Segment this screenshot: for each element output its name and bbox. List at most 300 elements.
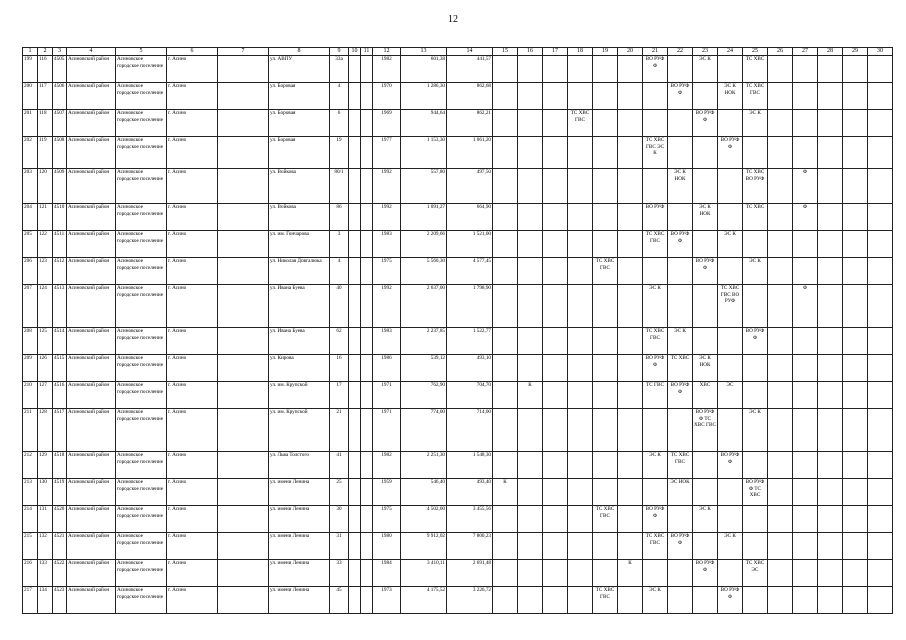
table-cell	[218, 285, 269, 328]
table-cell: 4507	[53, 110, 67, 137]
table-cell: г. Асино	[167, 452, 218, 479]
table-cell	[718, 560, 743, 587]
table-cell	[543, 83, 568, 110]
table-cell: г. Асино	[167, 285, 218, 328]
table-cell: 4506	[53, 83, 67, 110]
table-cell: г. Асино	[167, 204, 218, 231]
table-row	[23, 110, 893, 137]
table-cell: 117	[38, 83, 53, 110]
table-cell	[349, 258, 361, 285]
table-cell: 1973	[373, 587, 401, 614]
table-cell: ТС ХВС	[743, 56, 768, 83]
table-cell: 4520	[53, 506, 67, 533]
table-cell	[643, 83, 668, 110]
table-cell	[568, 83, 593, 110]
table-cell	[493, 452, 518, 479]
table-cell	[718, 409, 743, 452]
table-cell: 1 153,30	[401, 137, 447, 169]
table-cell	[793, 452, 818, 479]
table-cell	[218, 110, 269, 137]
table-cell: 2 251,30	[401, 452, 447, 479]
table-cell: 493,10	[447, 355, 493, 382]
table-cell	[361, 355, 373, 382]
table-cell: ул. АВПУ	[269, 56, 330, 83]
table-cell: Асиновское городское поселение	[116, 382, 167, 409]
table-cell	[518, 533, 543, 560]
table-cell: 1992	[373, 285, 401, 328]
table-cell	[593, 56, 618, 83]
table-cell: 2 691,48	[447, 560, 493, 587]
column-number: 4	[67, 48, 116, 56]
table-cell: ТС ХВС ГВС ВО РУФ	[718, 285, 743, 328]
table-cell: ТС ХВС ЭС	[743, 560, 768, 587]
table-row	[23, 204, 893, 231]
table-cell	[793, 355, 818, 382]
table-cell	[518, 479, 543, 506]
table-row	[23, 479, 893, 506]
table-cell: 1992	[373, 204, 401, 231]
table-cell: 1992	[373, 169, 401, 204]
table-cell	[643, 479, 668, 506]
table-cell	[668, 204, 693, 231]
table-cell: Асиновский район	[67, 204, 116, 231]
table-row	[23, 328, 893, 355]
table-cell: 4522	[53, 560, 67, 587]
table-cell: 497,50	[447, 169, 493, 204]
table-cell	[843, 479, 868, 506]
table-cell: ул. Ивана Буева	[269, 328, 330, 355]
table-row	[23, 533, 893, 560]
table-cell: 4 577,45	[447, 258, 493, 285]
table-cell: 62	[330, 328, 349, 355]
column-number: 7	[218, 48, 269, 56]
table-cell: 4513	[53, 285, 67, 328]
table-row	[23, 560, 893, 587]
table-cell: ЭС К	[718, 533, 743, 560]
table-row	[23, 169, 893, 204]
table-cell: Асиновский район	[67, 452, 116, 479]
column-number: 24	[718, 48, 743, 56]
table-cell: 714,00	[447, 409, 493, 452]
table-cell: 17	[330, 382, 349, 409]
table-cell	[818, 110, 843, 137]
table-cell: 211	[23, 409, 38, 452]
table-cell	[593, 137, 618, 169]
table-cell: 1 061,20	[447, 137, 493, 169]
table-cell	[743, 452, 768, 479]
table-cell: 4519	[53, 479, 67, 506]
table-cell	[793, 479, 818, 506]
table-cell	[818, 83, 843, 110]
table-cell	[593, 355, 618, 382]
table-cell	[568, 533, 593, 560]
table-cell: 202	[23, 137, 38, 169]
table-cell	[868, 231, 893, 258]
column-number: 14	[447, 48, 493, 56]
table-cell	[361, 285, 373, 328]
table-cell	[618, 328, 643, 355]
table-cell: Асиновское городское поселение	[116, 83, 167, 110]
table-cell	[218, 587, 269, 614]
table-cell	[868, 587, 893, 614]
table-cell: 1 548,30	[447, 452, 493, 479]
table-cell	[793, 533, 818, 560]
page-number: 12	[448, 14, 458, 25]
table-cell: 3 226,72	[447, 587, 493, 614]
table-cell	[843, 231, 868, 258]
table-cell	[493, 231, 518, 258]
table-cell	[493, 258, 518, 285]
table-cell	[218, 231, 269, 258]
table-cell: г. Асино	[167, 479, 218, 506]
table-cell	[218, 355, 269, 382]
table-row	[23, 231, 893, 258]
table-cell	[543, 533, 568, 560]
table-cell: ТС ХВС ГВС	[593, 258, 618, 285]
table-cell	[518, 83, 543, 110]
table-cell	[218, 506, 269, 533]
table-cell: 3 455,56	[447, 506, 493, 533]
table-cell: ЭС К	[643, 452, 668, 479]
table-cell: 762,90	[401, 382, 447, 409]
table-cell	[793, 506, 818, 533]
table-cell: Асиновский район	[67, 110, 116, 137]
table-cell: г. Асино	[167, 231, 218, 258]
table-cell	[768, 533, 793, 560]
table-cell	[543, 110, 568, 137]
table-cell: 125	[38, 328, 53, 355]
table-cell	[593, 83, 618, 110]
table-cell: 557,80	[401, 169, 447, 204]
table-cell	[668, 258, 693, 285]
table-cell: ЭС К	[668, 328, 693, 355]
table-cell	[718, 169, 743, 204]
table-cell	[643, 169, 668, 204]
table-cell	[543, 204, 568, 231]
table-row	[23, 506, 893, 533]
table-cell	[493, 560, 518, 587]
table-cell	[618, 409, 643, 452]
table-cell	[361, 409, 373, 452]
table-cell	[493, 83, 518, 110]
table-cell: г. Асино	[167, 355, 218, 382]
table-cell: г. Асино	[167, 587, 218, 614]
table-cell: ул. имени Ленина	[269, 560, 330, 587]
table-cell: 704,70	[447, 382, 493, 409]
table-cell	[593, 479, 618, 506]
table-cell: ЭС НОК	[668, 479, 693, 506]
table-cell: 1969	[373, 110, 401, 137]
table-cell: г. Асино	[167, 506, 218, 533]
table-cell	[518, 560, 543, 587]
column-number: 25	[743, 48, 768, 56]
table-cell: г. Асино	[167, 409, 218, 452]
table-cell	[693, 231, 718, 258]
column-number: 10	[349, 48, 361, 56]
table-cell	[349, 231, 361, 258]
table-cell	[868, 285, 893, 328]
table-cell: 80/1	[330, 169, 349, 204]
table-cell: К	[493, 479, 518, 506]
table-cell	[843, 83, 868, 110]
table-cell	[618, 587, 643, 614]
table-cell	[768, 137, 793, 169]
table-cell: 206	[23, 258, 38, 285]
table-cell	[518, 587, 543, 614]
table-cell	[843, 137, 868, 169]
table-cell: 33	[330, 560, 349, 587]
table-cell: 1984	[373, 560, 401, 587]
table-cell	[768, 587, 793, 614]
table-cell: Асиновский район	[67, 533, 116, 560]
table-cell: К	[518, 382, 543, 409]
table-cell	[618, 83, 643, 110]
table-cell: 201	[23, 110, 38, 137]
table-cell: Асиновское городское поселение	[116, 506, 167, 533]
table-cell	[618, 382, 643, 409]
table-cell	[493, 169, 518, 204]
table-cell: ВО РУФ Ф	[643, 56, 668, 83]
table-cell	[218, 204, 269, 231]
table-cell: г. Асино	[167, 382, 218, 409]
table-cell: 862,21	[447, 110, 493, 137]
table-cell	[868, 382, 893, 409]
table-cell: Асиновский район	[67, 328, 116, 355]
table-cell	[693, 533, 718, 560]
housing-register-table	[22, 47, 893, 614]
column-number: 21	[643, 48, 668, 56]
table-cell	[818, 137, 843, 169]
table-cell: 123	[38, 258, 53, 285]
table-cell: 4514	[53, 328, 67, 355]
table-cell	[493, 285, 518, 328]
table-cell	[568, 169, 593, 204]
table-cell	[218, 258, 269, 285]
table-cell: ТС ХВС	[743, 204, 768, 231]
table-cell	[643, 409, 668, 452]
column-number: 3	[53, 48, 67, 56]
table-cell	[868, 355, 893, 382]
table-cell: 210	[23, 382, 38, 409]
table-cell	[218, 409, 269, 452]
column-number: 17	[543, 48, 568, 56]
table-cell: 213	[23, 479, 38, 506]
table-cell: ТС ХВС ГВС	[593, 506, 618, 533]
table-cell: Асиновский район	[67, 83, 116, 110]
column-number: 19	[593, 48, 618, 56]
table-cell	[643, 560, 668, 587]
table-cell: Асиновский район	[67, 479, 116, 506]
table-cell: Асиновское городское поселение	[116, 355, 167, 382]
column-number: 27	[793, 48, 818, 56]
table-cell: ВО РУФ Ф	[693, 110, 718, 137]
table-cell: Асиновское городское поселение	[116, 409, 167, 452]
table-row	[23, 137, 893, 169]
table-cell	[361, 137, 373, 169]
table-cell: ВО РУФ Ф	[718, 587, 743, 614]
table-cell: 217	[23, 587, 38, 614]
table-cell	[768, 285, 793, 328]
table-cell	[793, 110, 818, 137]
table-cell: 4511	[53, 231, 67, 258]
table-cell: 3	[330, 231, 349, 258]
table-cell	[349, 204, 361, 231]
table-cell: ВО РУФ Ф	[743, 328, 768, 355]
table-cell: ВО РУФ Ф	[668, 533, 693, 560]
table-cell: 124	[38, 285, 53, 328]
table-cell	[543, 231, 568, 258]
table-cell	[868, 204, 893, 231]
column-number: 12	[373, 48, 401, 56]
column-number: 1	[23, 48, 38, 56]
table-cell: 33а	[330, 56, 349, 83]
table-cell: 546,40	[401, 479, 447, 506]
table-cell	[868, 258, 893, 285]
table-cell: 134	[38, 587, 53, 614]
table-cell	[218, 533, 269, 560]
table-cell: 539,12	[401, 355, 447, 382]
table-cell: 4 502,00	[401, 506, 447, 533]
table-cell	[818, 285, 843, 328]
table-cell	[349, 506, 361, 533]
table-cell: Асиновское городское поселение	[116, 110, 167, 137]
table-cell	[843, 560, 868, 587]
table-cell: Асиновский район	[67, 587, 116, 614]
column-number: 18	[568, 48, 593, 56]
table-cell	[768, 204, 793, 231]
table-cell: 6	[330, 110, 349, 137]
table-cell	[518, 169, 543, 204]
table-cell	[768, 110, 793, 137]
table-row	[23, 382, 893, 409]
table-cell: ТС ХВС ГВС	[668, 452, 693, 479]
table-cell	[493, 110, 518, 137]
table-cell	[218, 56, 269, 83]
table-cell	[349, 560, 361, 587]
table-cell	[793, 56, 818, 83]
table-cell	[718, 328, 743, 355]
table-cell	[568, 285, 593, 328]
table-cell	[818, 355, 843, 382]
table-cell	[668, 409, 693, 452]
table-cell	[349, 83, 361, 110]
table-cell	[818, 452, 843, 479]
table-cell: г. Асино	[167, 169, 218, 204]
table-cell: 4508	[53, 137, 67, 169]
table-cell	[568, 56, 593, 83]
table-cell	[543, 355, 568, 382]
table-cell	[868, 479, 893, 506]
table-cell	[843, 258, 868, 285]
table-cell: 199	[23, 56, 38, 83]
table-cell	[768, 382, 793, 409]
table-cell: г. Асино	[167, 56, 218, 83]
table-cell: ЭС К НОК	[693, 355, 718, 382]
table-cell	[361, 258, 373, 285]
table-cell	[793, 137, 818, 169]
table-cell: г. Асино	[167, 533, 218, 560]
table-row	[23, 83, 893, 110]
table-cell	[693, 479, 718, 506]
table-cell: г. Асино	[167, 137, 218, 169]
table-cell: ул. Кирова	[269, 355, 330, 382]
table-cell: Асиновский район	[67, 258, 116, 285]
table-cell	[361, 169, 373, 204]
table-cell	[618, 231, 643, 258]
table-cell	[593, 533, 618, 560]
table-cell	[718, 479, 743, 506]
table-cell: 21	[330, 409, 349, 452]
table-cell	[768, 479, 793, 506]
table-cell	[349, 382, 361, 409]
table-cell	[843, 382, 868, 409]
table-cell: 1986	[373, 355, 401, 382]
table-cell	[568, 506, 593, 533]
table-cell	[818, 409, 843, 452]
table-cell: 1977	[373, 137, 401, 169]
table-cell: Ф	[793, 169, 818, 204]
table-cell: Асиновское городское поселение	[116, 533, 167, 560]
table-cell	[718, 355, 743, 382]
table-cell: Асиновское городское поселение	[116, 258, 167, 285]
table-row	[23, 56, 893, 83]
table-cell	[668, 560, 693, 587]
table-cell	[593, 328, 618, 355]
table-cell: 119	[38, 137, 53, 169]
table-cell	[668, 137, 693, 169]
table-cell	[568, 560, 593, 587]
table-cell	[568, 409, 593, 452]
table-cell	[743, 137, 768, 169]
table-cell	[361, 382, 373, 409]
table-cell	[349, 355, 361, 382]
table-cell	[843, 204, 868, 231]
table-cell: 1975	[373, 506, 401, 533]
table-cell	[349, 56, 361, 83]
table-cell	[768, 452, 793, 479]
table-cell	[518, 285, 543, 328]
table-cell	[593, 285, 618, 328]
table-cell	[668, 285, 693, 328]
table-cell: ВО РУФ Ф ТС ХВС	[743, 479, 768, 506]
table-cell: 1983	[373, 328, 401, 355]
table-cell: ВО РУФ Ф	[668, 83, 693, 110]
table-cell: 215	[23, 533, 38, 560]
table-cell: 216	[23, 560, 38, 587]
table-cell: 1 798,90	[447, 285, 493, 328]
table-cell: ТС ХВС ГВС	[643, 328, 668, 355]
table-cell	[518, 56, 543, 83]
table-cell	[818, 533, 843, 560]
table-cell	[743, 587, 768, 614]
table-cell	[818, 204, 843, 231]
table-cell	[668, 587, 693, 614]
table-cell	[868, 560, 893, 587]
table-cell	[868, 533, 893, 560]
table-cell	[493, 328, 518, 355]
table-cell	[618, 56, 643, 83]
table-cell	[743, 382, 768, 409]
table-cell: ул. имени Ленина	[269, 506, 330, 533]
table-cell	[493, 382, 518, 409]
table-cell: ВО РУФ Ф	[718, 452, 743, 479]
table-cell: 121	[38, 204, 53, 231]
table-cell: Асиновское городское поселение	[116, 479, 167, 506]
table-cell: 133	[38, 560, 53, 587]
table-cell	[868, 328, 893, 355]
table-cell: ВО РУФ Ф	[643, 355, 668, 382]
table-cell	[743, 355, 768, 382]
